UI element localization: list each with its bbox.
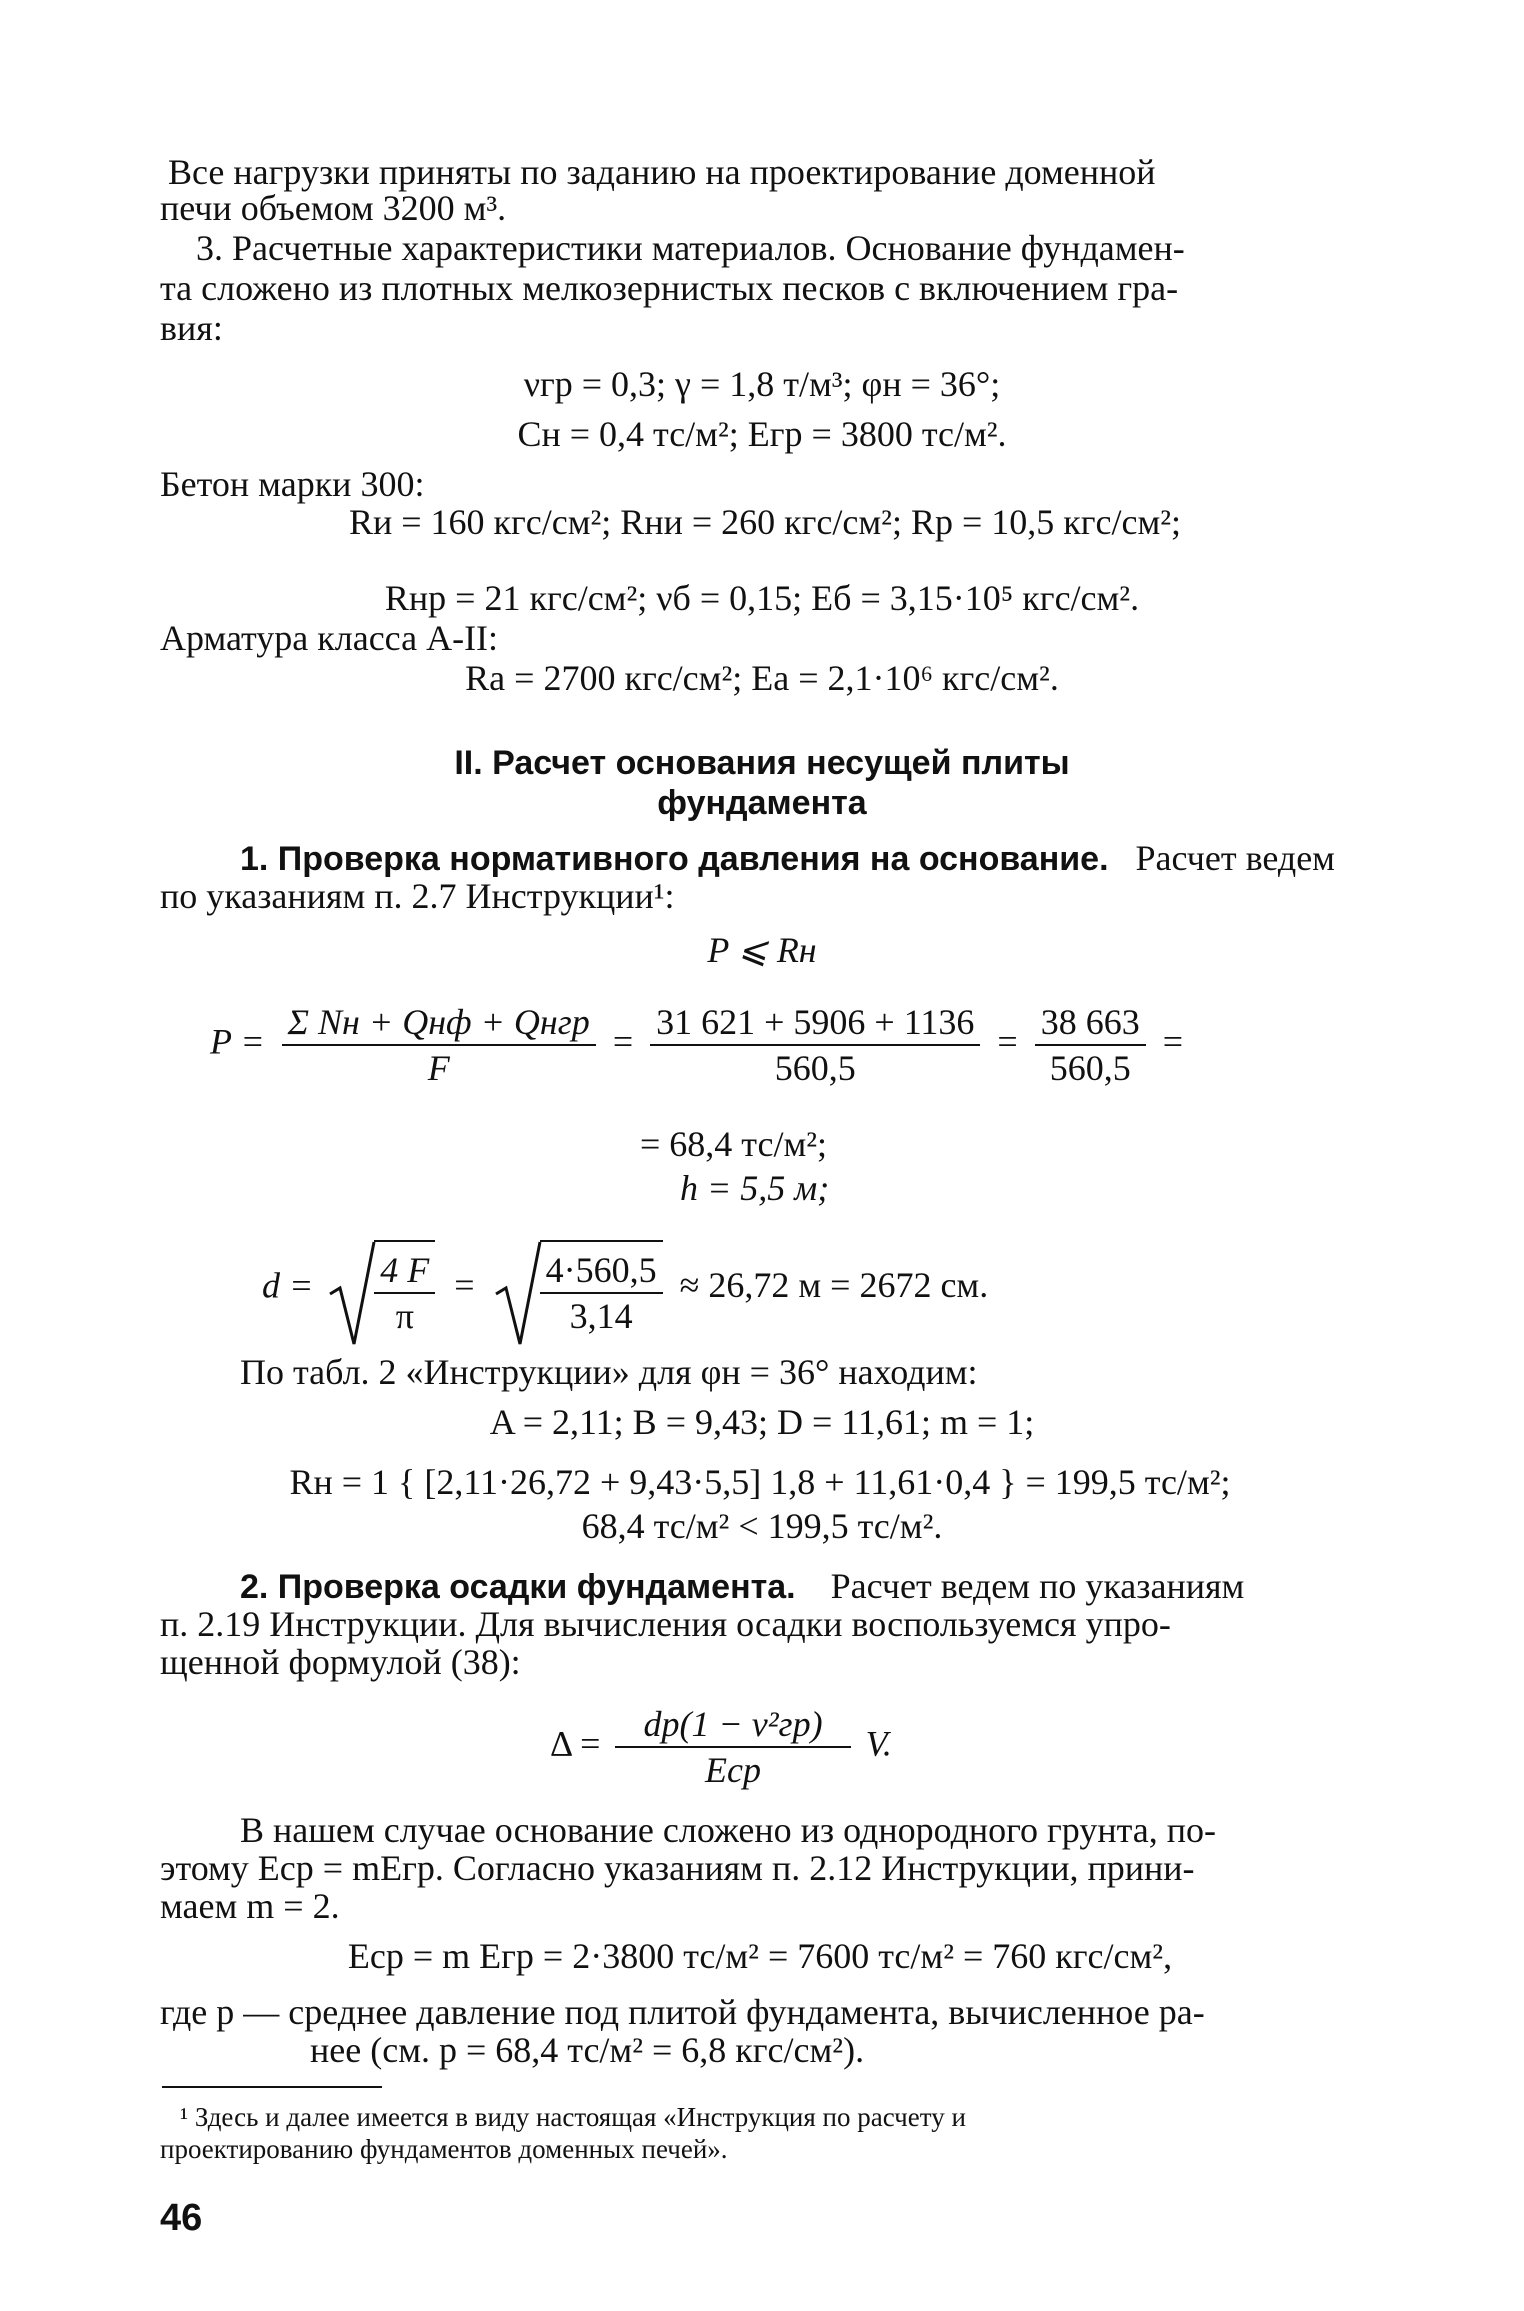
equation-lhs: Δ = — [550, 1723, 601, 1764]
fraction — [282, 1000, 596, 1090]
equals-sign: = — [1162, 1021, 1184, 1062]
paragraph-line: та сложено из плотных мелкозернистых песков с включением гра- — [160, 268, 1179, 308]
equation-settlement — [550, 1702, 892, 1792]
equation-compare: 68,4 тс/м² < 199,5 тс/м². — [581, 1506, 943, 1546]
section-heading-line2: фундамента — [657, 784, 867, 822]
fraction-numerator: 38 663 — [1035, 1000, 1146, 1046]
fraction — [650, 1000, 980, 1090]
page-number: 46 — [160, 2197, 203, 2239]
equation-rn: Rн = 1 { [2,11·26,72 + 9,43·5,5] 1,8 + 11,61·0,4 } = 199,5 тс/м²; — [289, 1462, 1231, 1502]
paragraph-line: Все нагрузки приняты по заданию на проектирование доменной — [168, 152, 1156, 192]
fraction-denominator: 560,5 — [774, 1048, 856, 1088]
equation-diameter — [262, 1240, 988, 1338]
paragraph-line: вия: — [160, 308, 223, 348]
section-1-title: 1. Проверка нормативного давления на основание. — [240, 840, 1109, 878]
equation-pressure — [210, 1000, 1183, 1090]
equation-concrete-2: Rнр = 21 кгс/см²; νб = 0,15; Еб = 3,15·10⁵ кгс/см². — [384, 578, 1140, 618]
equation-p-result: = 68,4 тс/м²; — [640, 1124, 828, 1164]
equation-lhs: P = — [210, 1021, 265, 1062]
fraction — [615, 1702, 850, 1792]
fraction-numerator: Σ Nн + Qнф + Qнгр — [282, 1000, 596, 1046]
section-heading: II. Расчет основания несущей плиты — [454, 744, 1070, 782]
concrete-label: Бетон марки 300: — [160, 464, 425, 504]
fraction-numerator: 31 621 + 5906 + 1136 — [650, 1000, 980, 1046]
equation-lhs: d = — [262, 1265, 314, 1306]
footnote-line: ¹ Здесь и далее имеется в виду настоящая «Инструкция по расчету и — [180, 2102, 966, 2132]
rebar-label: Арматура класса А-II: — [160, 618, 499, 658]
equation-coefficients: A = 2,11; B = 9,43; D = 11,61; m = 1; — [489, 1402, 1035, 1442]
section-2-title: 2. Проверка осадки фундамента. — [240, 1568, 796, 1606]
footnote-line: проектированию фундаментов доменных печей». — [160, 2134, 728, 2164]
paragraph-line: нее (см. p = 68,4 тс/м² = 6,8 кгс/см²). — [310, 2030, 865, 2070]
section-1-text: Расчет ведем — [1135, 838, 1335, 878]
equation-p-le-r: P ⩽ Rн — [707, 930, 817, 970]
radical-sign-icon — [328, 1240, 376, 1350]
paragraph-line: По табл. 2 «Инструкции» для φн = 36° находим: — [240, 1352, 978, 1392]
fraction — [374, 1240, 435, 1338]
equals-sign: = — [612, 1021, 634, 1062]
paragraph-line: п. 2.19 Инструкции. Для вычисления осадки воспользуемся упро- — [160, 1604, 1171, 1644]
fraction-denominator: F — [427, 1048, 450, 1088]
paragraph-line: по указаниям п. 2.7 Инструкции¹: — [160, 876, 675, 916]
fraction-numerator: 4 F — [374, 1248, 435, 1294]
equation-h: h = 5,5 м; — [680, 1168, 830, 1208]
fraction — [1035, 1000, 1146, 1090]
fraction-numerator: dp(1 − ν²гр) — [615, 1702, 850, 1748]
fraction-denominator: 3,14 — [569, 1296, 633, 1336]
paragraph-line: щенной формулой (38): — [160, 1642, 521, 1682]
equation-soil-2: Сн = 0,4 тс/м²; Егр = 3800 тс/м². — [517, 414, 1007, 454]
equation-concrete-1: Rи = 160 кгс/см²; Rни = 260 кгс/см²; Rр = 10,5 кгс/см²; — [348, 502, 1182, 542]
equation-rhs: V. — [865, 1723, 892, 1764]
fraction-denominator: Еср — [705, 1750, 761, 1790]
fraction-denominator: π — [395, 1296, 414, 1336]
equation-result: ≈ 26,72 м = 2672 см. — [679, 1265, 989, 1306]
equals-sign: = — [454, 1265, 475, 1306]
equation-soil-1: νгр = 0,3; γ = 1,8 т/м³; φн = 36°; — [523, 364, 1001, 404]
fraction — [540, 1240, 663, 1338]
equals-sign: = — [997, 1021, 1018, 1062]
square-root — [328, 1240, 435, 1338]
footnote-rule — [162, 2086, 382, 2088]
equation-esr: Еср = m Егр = 2·3800 тс/м² = 7600 тс/м² = 760 кгс/см², — [347, 1936, 1173, 1976]
paragraph-line: В нашем случае основание сложено из однородного грунта, по- — [240, 1810, 1216, 1850]
square-root — [494, 1240, 663, 1338]
paragraph-line: печи объемом 3200 м³. — [160, 188, 507, 228]
equation-rebar: Rа = 2700 кгс/см²; Еа = 2,1·10⁶ кгс/см². — [465, 658, 1059, 698]
fraction-denominator: 560,5 — [1049, 1048, 1131, 1088]
paragraph-line: где p — среднее давление под плитой фундамента, вычисленное ра- — [160, 1992, 1205, 2032]
paragraph-line: 3. Расчетные характеристики материалов. Основание фундамен- — [196, 228, 1185, 268]
section-2-text: Расчет ведем по указаниям — [830, 1566, 1245, 1606]
paragraph-line: этому Еср = mЕгр. Согласно указаниям п. 2.12 Инструкции, прини- — [160, 1848, 1195, 1888]
paragraph-line: маем m = 2. — [160, 1886, 340, 1926]
fraction-numerator: 4·560,5 — [540, 1248, 663, 1294]
radical-sign-icon — [494, 1240, 542, 1350]
